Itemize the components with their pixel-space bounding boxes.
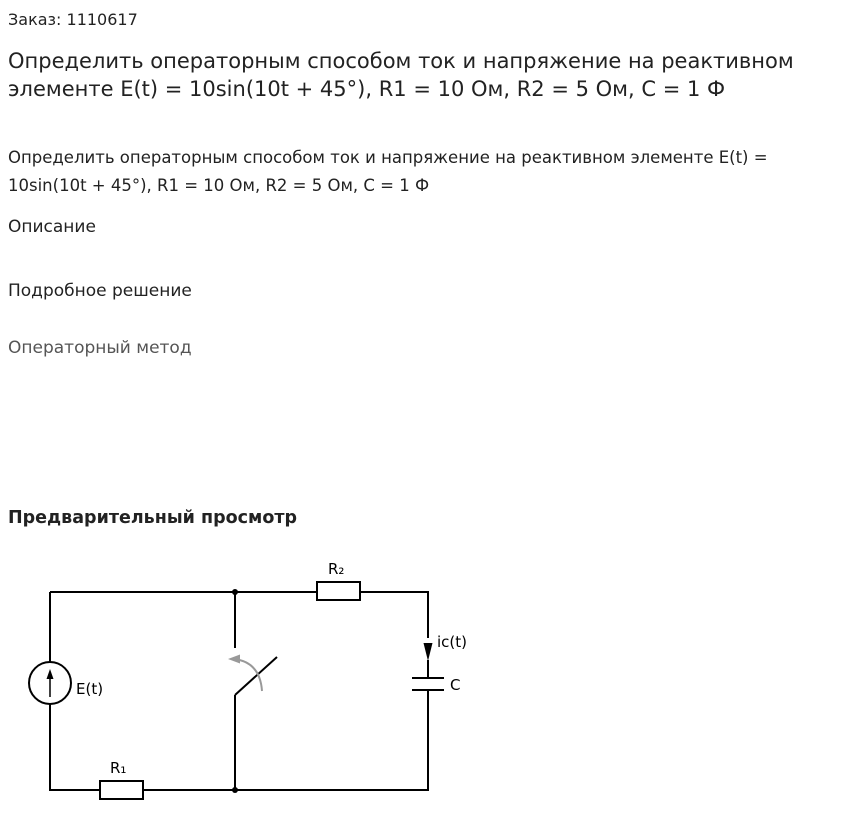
junction-top (232, 589, 238, 595)
switch-arc-icon (234, 659, 262, 691)
circuit-diagram (0, 550, 480, 810)
page-title: Определить операторным способом ток и напряжение на реактивном элементе E(t) = 10sin(10t + 45°), R1 = 10 Ом, R2 = 5 Ом, C = 1 Ф (8, 49, 794, 101)
resistor-r2 (317, 582, 360, 600)
capacitor-c (412, 678, 444, 690)
switch-blade (235, 657, 277, 695)
label-source: E(t) (76, 680, 104, 698)
wire-left-lower (50, 704, 100, 790)
order-number: Заказ: 1110617 (8, 10, 138, 29)
detailed-solution-label: Подробное решение (8, 281, 192, 301)
description-link[interactable]: Описание (8, 217, 96, 237)
resistor-r1 (100, 781, 143, 799)
wire-top-right (360, 592, 428, 638)
label-capacitor: C (450, 676, 461, 694)
preview-heading: Предварительный просмотр (8, 508, 298, 528)
task-statement: Определить операторным способом ток и напряжение на реактивном элементе E(t) = 10sin(10t + 45°), R1 = 10 Ом, R2 = 5 Ом, C = 1 Ф (8, 148, 768, 195)
current-arrow-icon (424, 643, 433, 661)
junction-bottom (232, 787, 238, 793)
operator-method-tag[interactable]: Операторный метод (8, 338, 192, 358)
label-current: ic(t) (437, 633, 467, 651)
label-r2: R₂ (328, 560, 345, 578)
label-r1: R₁ (110, 759, 127, 777)
wire-bottom (143, 690, 428, 790)
